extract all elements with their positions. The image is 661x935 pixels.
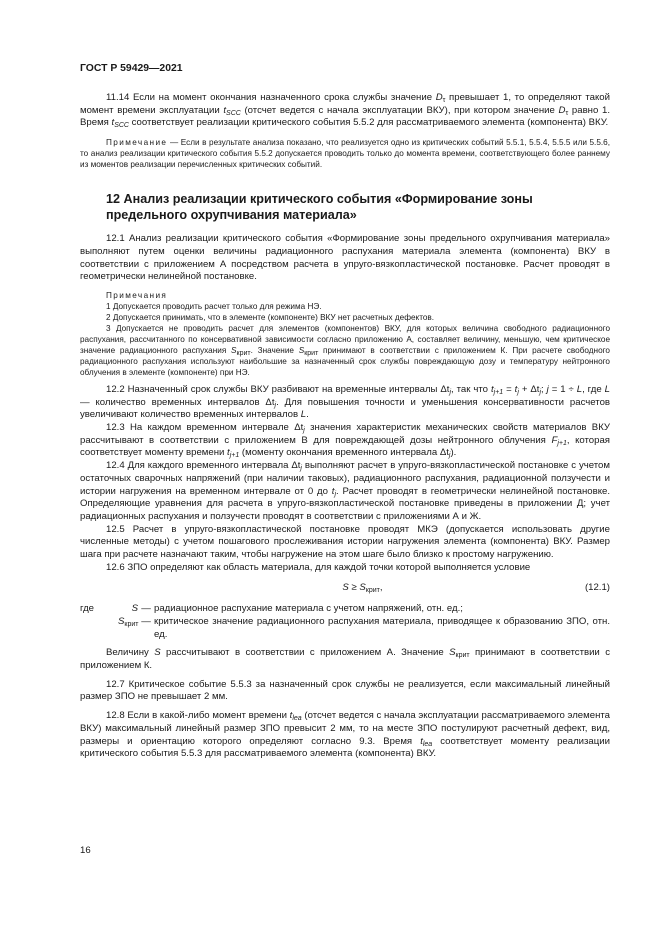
where-dash-2: —	[141, 615, 151, 627]
paragraph-12-5: 12.5 Расчет в упруго-вязкопластической постановке проводят МКЭ (допускается использовать другие численные методы) с учетом пошагового прослеживания истории нагружения элемента (компонента) ВКУ. Размер шага при расчете назначают таким, чтобы нагружение на этом шаге было близко к простому нагружению.	[80, 523, 610, 561]
formula-number: (12.1)	[584, 582, 610, 594]
paragraph-12-3: 12.3 На каждом временном интервале $\Delta t_j$ значения характеристик механических свойств материалов ВКУ рассчитывают в соответствии с приложением В для повреждающей дозы нейтронного облучения $F_{j+1}$, которая соответствует моменту времени $t_{j+1}$ (моменту окончания временного интервала $\Delta t_j$).	[80, 422, 610, 460]
page-number: 16	[80, 845, 91, 856]
note-11-14: Примечание — Если в результате анализа показано, что реализуется одно из критических событий 5.5.1, 5.5.4, 5.5.5 или 5.5.6, то анализ реализации критического события 5.5.2 допускается проводить только до момента времени, соответствующего более раннему из моментов реализации перечисленных критических событий.	[80, 138, 610, 170]
note-label: Примечание	[106, 138, 168, 148]
note-item-1: 1 Допускается проводить расчет только для режима НЭ.	[106, 301, 322, 311]
paragraph-12-4: 12.4 Для каждого временного интервала $\Delta t_j$ выполняют расчет в упруго-вязкопластической постановке с учетом остаточных сварочных напряжений (при наличии таковых), радиационного распухания, радиационной ползучести и истории нагружения на временном интервале от 0 до $t_j$. Расчет проводят в геометрически нелинейной постановке. Определяющие уравнения для расчета в упруго-вязкопластической постановке приведены в приложении Д; учет радиационных распухания и ползучести проводят в соответствии с приложениями А и Ж.	[80, 460, 610, 522]
paragraph-12-7: 12.7 Критическое событие 5.5.3 за назначенный срок службы не реализуется, если максимальный линейный размер ЗПО не превышает 2 мм.	[80, 678, 610, 703]
note-item-3: 3 Допускается не проводить расчет для элементов (компонентов) ВКУ, для которых величина свободного радиационного распухания, рассчитанного по консервативной зависимости согласно приложению А, составляет величину, меньшую, чем критическое значение радиационного распухания $S_{крит}$. Значение $S_{крит}$ принимают в соответствии с приложением К. При расчете свободного радиационного распухания используют наибольшие за назначенный срок службы повреждающую дозу и температуру нейтронного облучения в элементе (компоненте) при НЭ.	[80, 323, 610, 377]
where-symbol-s: S	[131, 603, 138, 615]
paragraph-12-2: 12.2 Назначенный срок службы ВКУ разбивают на временные интервалы $\Delta t_j$, так что $t_{j+1} = t_j + \Delta t_j$; j = 1 ÷ L, где L — количество временных интервалов $\Delta t_j$. Для повышения точности и уменьшения консервативности расчетов увеличивают количество временных интервалов L.	[80, 383, 610, 421]
notes-12-1	[80, 290, 610, 378]
standard-header: ГОСТ Р 59429—2021	[80, 63, 183, 74]
where-desc-s: радиационное распухание материала с учетом напряжений, отн. ед.;	[154, 603, 463, 615]
formula-expression: $S \ge S_{крит}$,	[342, 582, 383, 595]
notes-label: Примечания	[106, 290, 168, 300]
where-dash-1: —	[141, 603, 151, 615]
paragraph-12-1: 12.1 Анализ реализации критического события «Формирование зоны предельного охрупчивания материала» выполняют путем оценки величины радиационного распухания материала элемента (компонента) ВКУ в соответствии с приложением А посредством расчета в упруго-вязкопластической постановке. Расчет проводят в геометрически нелинейной постановке.	[80, 233, 610, 283]
paragraph-12-8: 12.8 Если в какой-либо момент времени $t_{lea}$ (отсчет ведется с начала эксплуатации рассматриваемого элемента ВКУ) максимальный линейный размер ЗПО превысит 2 мм, то на месте ЗПО постулируют расчетный дефект, вид, размеры и ориентацию которого определяют согласно 9.3. Время $t_{lea}$ соответствует моменту реализации критического события 5.5.3 для рассматриваемого элемента (компонента) ВКУ.	[80, 710, 610, 760]
paragraph-12-6: 12.6 ЗПО определяют как область материала, для каждой точки которой выполняется условие	[106, 561, 531, 573]
where-symbol-skrit: $S_{крит}$	[118, 615, 139, 628]
page-content	[80, 92, 610, 761]
paragraph-s-value: Величину S рассчитывают в соответствии с приложением А. Значение $S_{крит}$ принимают в соответствии с приложением К.	[80, 647, 610, 671]
where-block	[80, 603, 610, 641]
formula-12-1	[80, 582, 610, 595]
paragraph-11-14: 11.14 Если на момент окончания назначенного срока службы значение $D_\tau$ превышает 1, то определяют такой момент времени эксплуатации $t_{SCC}$ (отсчет ведется с начала эксплуатации ВКУ), при котором значение $D_\tau$ равно 1. Время $t_{SCC}$ соответствует реализации критического события 5.5.2 для рассматриваемого элемента (компонента) ВКУ.	[80, 92, 611, 130]
where-word: где	[80, 603, 95, 615]
where-desc-skrit: критическое значение радиационного распухания материала, приводящее к образованию ЗПО, отн. ед.	[154, 615, 610, 640]
section-12-title: 12 Анализ реализации критического события «Формирование зоны предельного охрупчивания материала»	[106, 192, 533, 222]
note-item-2: 2 Допускается принимать, что в элементе (компоненте) ВКУ нет расчетных дефектов.	[106, 312, 435, 322]
